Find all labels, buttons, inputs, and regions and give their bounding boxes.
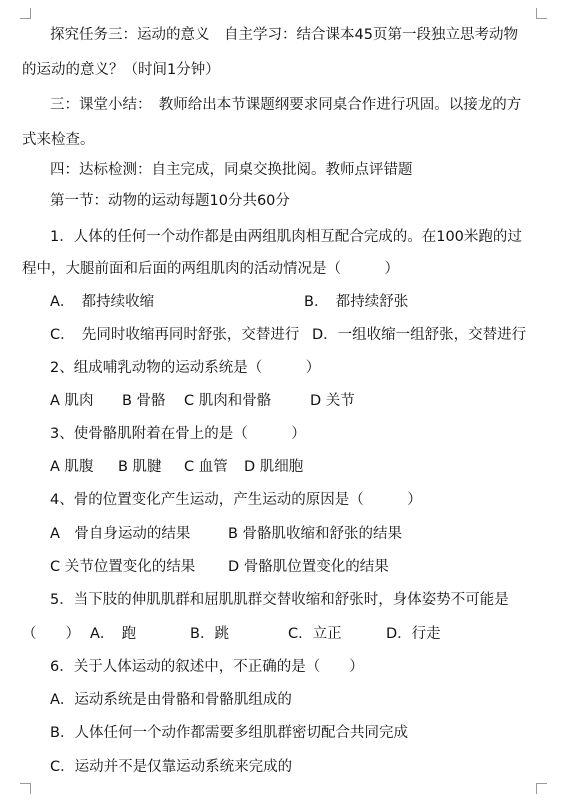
question-4-option-d: D 骨骼肌位置变化的结果 — [228, 559, 389, 575]
question-3-option-a: A 肌腹 — [50, 459, 94, 475]
question-2-stem: 2、组成哺乳动物的运动系统是（ ） — [50, 360, 321, 376]
paragraph-inquiry-task-line-2: 的运动的意义？（时间1分钟） — [22, 62, 220, 78]
page-corner-mark-bottom-right — [536, 783, 547, 794]
question-1-option-c: C． 先同时收缩再同时舒张，交替进行 — [50, 327, 300, 343]
question-4-option-a: A 骨自身运动的结果 — [50, 526, 191, 542]
question-2-option-a: A 肌肉 — [50, 393, 94, 409]
paragraph-summary-line-2: 式来检查。 — [22, 132, 95, 148]
question-4-option-c: C 关节位置变化的结果 — [50, 559, 196, 575]
page-corner-mark-top-left — [20, 8, 31, 19]
question-2-option-d: D 关节 — [310, 393, 355, 409]
paragraph-assessment: 四：达标检测：自主完成，同桌交换批阅。教师点评错题 — [50, 162, 413, 178]
question-6-stem: 6．关于人体运动的叙述中，不正确的是（ ） — [50, 659, 364, 675]
question-4-option-b: B 骨骼肌收缩和舒张的结果 — [228, 526, 403, 542]
paragraph-inquiry-task-line-1: 探究任务三：运动的意义 自主学习：结合课本45页第一段独立思考动物 — [50, 27, 518, 43]
question-6-option-c: C．运动并不是仅靠运动系统来完成的 — [50, 759, 293, 775]
section-heading: 第一节：动物的运动每题10分共60分 — [50, 193, 290, 209]
question-5-option-c: C．立正 — [288, 626, 342, 642]
question-4-stem: 4、骨的位置变化产生运动，产生运动的原因是（ ） — [50, 492, 422, 508]
question-5-answer-blank: （ ） — [22, 626, 80, 642]
question-2-option-b: B 骨骼 — [122, 393, 166, 409]
question-5-stem: 5．当下肢的伸肌肌群和屈肌肌群交替收缩和舒张时，身体姿势不可能是 — [50, 592, 509, 608]
question-5-option-a: A． 跑 — [90, 626, 137, 642]
page-corner-mark-top-right — [536, 8, 547, 19]
question-1-option-d: D．一组收缩一组舒张，交替进行 — [312, 327, 527, 343]
question-3-option-c: C 血管 — [184, 459, 228, 475]
question-1-line-2: 程中，大腿前面和后面的两组肌肉的活动情况是（ ） — [22, 261, 399, 277]
paragraph-summary-line-1: 三：课堂小结： 教师给出本节课题纲要求同桌合作进行巩固。以接龙的方 — [50, 97, 522, 113]
question-1-option-a: A． 都持续收缩 — [50, 294, 155, 310]
question-5-option-b: B．跳 — [190, 626, 229, 642]
question-3-stem: 3、使骨骼肌附着在骨上的是（ ） — [50, 426, 306, 442]
question-3-option-d: D 肌细胞 — [244, 459, 304, 475]
question-1-option-b: B． 都持续舒张 — [304, 294, 409, 310]
question-3-option-b: B 肌腱 — [118, 459, 162, 475]
question-5-option-d: D．行走 — [386, 626, 441, 642]
question-1-line-1: 1．人体的任何一个动作都是由两组肌肉相互配合完成的。在100米跑的过 — [50, 229, 522, 245]
question-2-option-c: C 肌肉和骨骼 — [184, 393, 272, 409]
page-corner-mark-bottom-left — [20, 783, 31, 794]
question-6-option-a: A．运动系统是由骨骼和骨骼肌组成的 — [50, 692, 292, 708]
question-6-option-b: B．人体任何一个动作都需要多组肌群密切配合共同完成 — [50, 725, 408, 741]
